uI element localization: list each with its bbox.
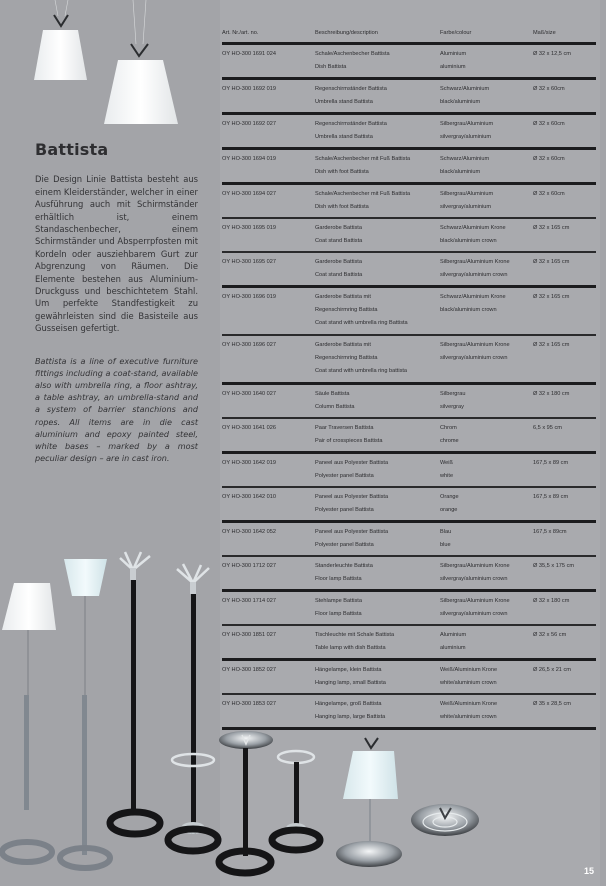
colour: black/aluminium [440,169,481,175]
table-row [222,150,596,182]
table-row [222,80,596,112]
description: Umbrella stand Battista [315,134,373,140]
description: Garderobe Battista mit [315,342,371,348]
art-number: OY HO-300 1692 027 [222,121,277,127]
colour: black/aluminium crown [440,307,497,313]
product-title: Battista [35,139,109,159]
table-ashtray-photo [411,804,479,836]
colour: Weiß/Aluminium Krone [440,667,498,673]
art-number: OY HO-300 1696 027 [222,342,277,348]
table-row [222,185,596,217]
size: 167,5 x 89 cm [533,494,569,500]
art-number: OY HO-300 1640 027 [222,391,277,397]
size: Ø 32 x 165 cm [533,259,570,265]
art-number: OY HO-300 1852 027 [222,667,277,673]
art-number: OY HO-300 1694 027 [222,191,277,197]
size: Ø 32 x 60cm [533,86,565,92]
description: Coat stand Battista [315,238,363,244]
size: Ø 32 x 60cm [533,121,565,127]
header-art-no: Art. Nr./art. no. [222,30,259,36]
size: Ø 32 x 60cm [533,191,565,197]
table-rule [222,727,596,730]
description: Table lamp with dish Battista [315,645,386,651]
description: Floor lamp Battista [315,576,362,582]
description: Paneel aus Polyester Battista [315,529,389,535]
product-table [222,30,596,730]
colour: Orange [440,494,459,500]
colour: Schwarz/Aluminium Krone [440,294,506,300]
table-lamp-with-dish-photo [336,738,402,867]
table-row [222,523,596,555]
header-colour: Farbe/colour [440,30,472,36]
colour: Chrom [440,425,457,431]
colour: black/aluminium crown [440,238,497,244]
art-number: OY HO-300 1853 027 [222,701,277,707]
description: Dish Battista [315,64,347,70]
description: Säule Battista [315,391,350,397]
description: Coat stand with umbrella ring Battista [315,320,408,326]
description: Polyester panel Battista [315,542,374,548]
size: Ø 32 x 60cm [533,156,565,162]
umbrella-stand-photo [272,751,320,850]
size: Ø 32 x 180 cm [533,391,570,397]
colour: orange [440,507,458,513]
art-number: OY HO-300 1696 019 [222,294,277,300]
colour: black/aluminium [440,99,481,105]
description: Schale/Aschenbecher mit Fuß Battista [315,156,411,162]
table-row [222,695,596,727]
colour: Silbergrau/Aluminium Krone [440,563,510,569]
colour: aluminium [440,64,466,70]
art-number: OY HO-300 1641 026 [222,425,277,431]
colour: Blau [440,529,452,535]
colour: Schwarz/Aluminium [440,86,490,92]
coat-stand-umbrella-ring-photo [168,564,218,851]
table-row [222,385,596,417]
art-number: OY HO-300 1691 024 [222,51,277,57]
table-row [222,626,596,658]
colour: Silbergrau/Aluminium Krone [440,259,510,265]
header-description: Beschreibung/description [315,30,378,36]
colour: silvergray/aluminium [440,134,491,140]
description: Pair of crosspieces Battista [315,438,383,444]
size: 167,5 x 89cm [533,529,567,535]
art-number: OY HO-300 1695 019 [222,225,277,231]
description: Hängelampe, klein Battista [315,667,382,673]
size: Ø 35 x 28,5 cm [533,701,571,707]
standing-lamp-photo [60,559,110,868]
hanging-lamp-large-photo [104,0,178,124]
size: Ø 35,5 x 175 cm [533,563,575,569]
description-german: Die Design Linie Battista besteht aus einem Kleiderständer, welcher in einer Ausführung auch mit Schirmständer erhältlich ist, einem Standaschenbecher, einem Schirmständer und Absperrpfosten mit Kordeln oder ausziehbarem Gurt zur Abgrenzung von Räumen. Die Elemente bestehen aus Aluminium-Druckguss und beschichtetem Stahl. Um perfekte Standfestigkeit zu gewährleisten sind die Basisteile aus Gusseisen gefertigt. [35,174,198,334]
description: Floor lamp Battista [315,611,362,617]
colour: white/aluminium crown [440,714,497,720]
size: Ø 26,5 x 21 cm [533,667,571,673]
art-number: OY HO-300 1642 019 [222,460,277,466]
description: Regenschirmring Battista [315,355,378,361]
colour: Aluminium [440,51,467,57]
table-header [222,30,596,42]
size: Ø 32 x 12,5 cm [533,51,571,57]
description: Paar Traversen Battista [315,425,374,431]
colour: Silbergrau/Aluminium [440,121,494,127]
description: Hanging lamp, large Battista [315,714,386,720]
description: Hanging lamp, small Battista [315,680,386,686]
colour: Aluminium [440,632,467,638]
colour: chrome [440,438,459,444]
colour: silvergray/aluminium crown [440,611,508,617]
table-row [222,592,596,624]
art-number: OY HO-300 1695 027 [222,259,277,265]
size: 6,5 x 95 cm [533,425,562,431]
colour: silvergray [440,404,464,410]
colour: blue [440,542,451,548]
art-number: OY HO-300 1714 027 [222,598,277,604]
description: Dish with foot Battista [315,204,369,210]
description: Column Battista [315,404,355,410]
table-row [222,115,596,147]
coat-stand-photo [110,552,160,834]
description: Polyester panel Battista [315,473,374,479]
table-row [222,253,596,285]
description: Schale/Aschenbecher Battista [315,51,390,57]
table-row [222,45,596,77]
description: Garderobe Battista [315,259,362,265]
table-row [222,488,596,520]
colour: Silbergrau [440,391,466,397]
floor-ashtray-photo [219,731,273,873]
description: Garderobe Battista [315,225,362,231]
description: Regenschirmständer Battista [315,86,387,92]
table-row [222,336,596,382]
header-size: Maß/size [533,30,556,36]
colour: Silbergrau/Aluminium Krone [440,342,510,348]
colour: Schwarz/Aluminium Krone [440,225,506,231]
art-number: OY HO-300 1694 019 [222,156,277,162]
colour: Weiß/Aluminium Krone [440,701,498,707]
colour: aluminium [440,645,466,651]
table-row [222,661,596,693]
colour: silvergray/aluminium [440,204,491,210]
description: Tischleuchte mit Schale Battista [315,632,395,638]
colour: Schwarz/Aluminium [440,156,490,162]
size: Ø 32 x 165 cm [533,225,570,231]
art-number: OY HO-300 1642 010 [222,494,277,500]
description: Paneel aus Polyester Battista [315,494,389,500]
colour: silvergray/aluminium crown [440,272,508,278]
colour: Weiß [440,460,453,466]
description: Stehlampe Battista [315,598,362,604]
table-row [222,219,596,251]
colour: silvergray/aluminium crown [440,355,508,361]
hanging-lamp-small-photo [34,0,87,80]
description: Schale/Aschenbecher mit Fuß Battista [315,191,411,197]
colour: Silbergrau/Aluminium [440,191,494,197]
description: Polyester panel Battista [315,507,374,513]
description: Regenschirmring Battista [315,307,378,313]
description: Hängelampe, groß Battista [315,701,382,707]
description: Garderobe Battista mit [315,294,371,300]
size: Ø 32 x 165 cm [533,294,570,300]
size: Ø 32 x 180 cm [533,598,570,604]
table-body [222,45,596,730]
art-number: OY HO-300 1851 027 [222,632,277,638]
colour: white [440,473,454,479]
art-number: OY HO-300 1642 052 [222,529,277,535]
size: Ø 32 x 165 cm [533,342,570,348]
description: Umbrella stand Battista [315,99,373,105]
floor-lamp-photo [2,583,56,862]
art-number: OY HO-300 1712 027 [222,563,277,569]
colour: silvergray/aluminium crown [440,576,508,582]
colour: white/aluminium crown [440,680,497,686]
description: Coat stand Battista [315,272,363,278]
description: Coat stand with umbrella ring battista [315,368,408,374]
description: Standerleuchte Battista [315,563,373,569]
table-row [222,557,596,589]
description: Paneel aus Polyester Battista [315,460,389,466]
page-number: 15 [583,866,594,876]
size: Ø 32 x 56 cm [533,632,567,638]
table-row [222,454,596,486]
colour: Silbergrau/Aluminium Krone [440,598,510,604]
description-english: Battista is a line of executive furniture fittings including a coat-stand, available also with umbrella ring, a floor ashtray, a table ashtray, an umbrella-stand and a system of barrier stanchions and ropes. All items are in die cast aluminium and epoxy painted steel, white bases – marked by a most peculiar design – are in cast iron. [35,356,198,463]
art-number: OY HO-300 1692 019 [222,86,277,92]
description: Regenschirmständer Battista [315,121,387,127]
table-row [222,288,596,334]
table-row [222,419,596,451]
size: 167,5 x 89 cm [533,460,569,466]
description: Dish with foot Battista [315,169,369,175]
